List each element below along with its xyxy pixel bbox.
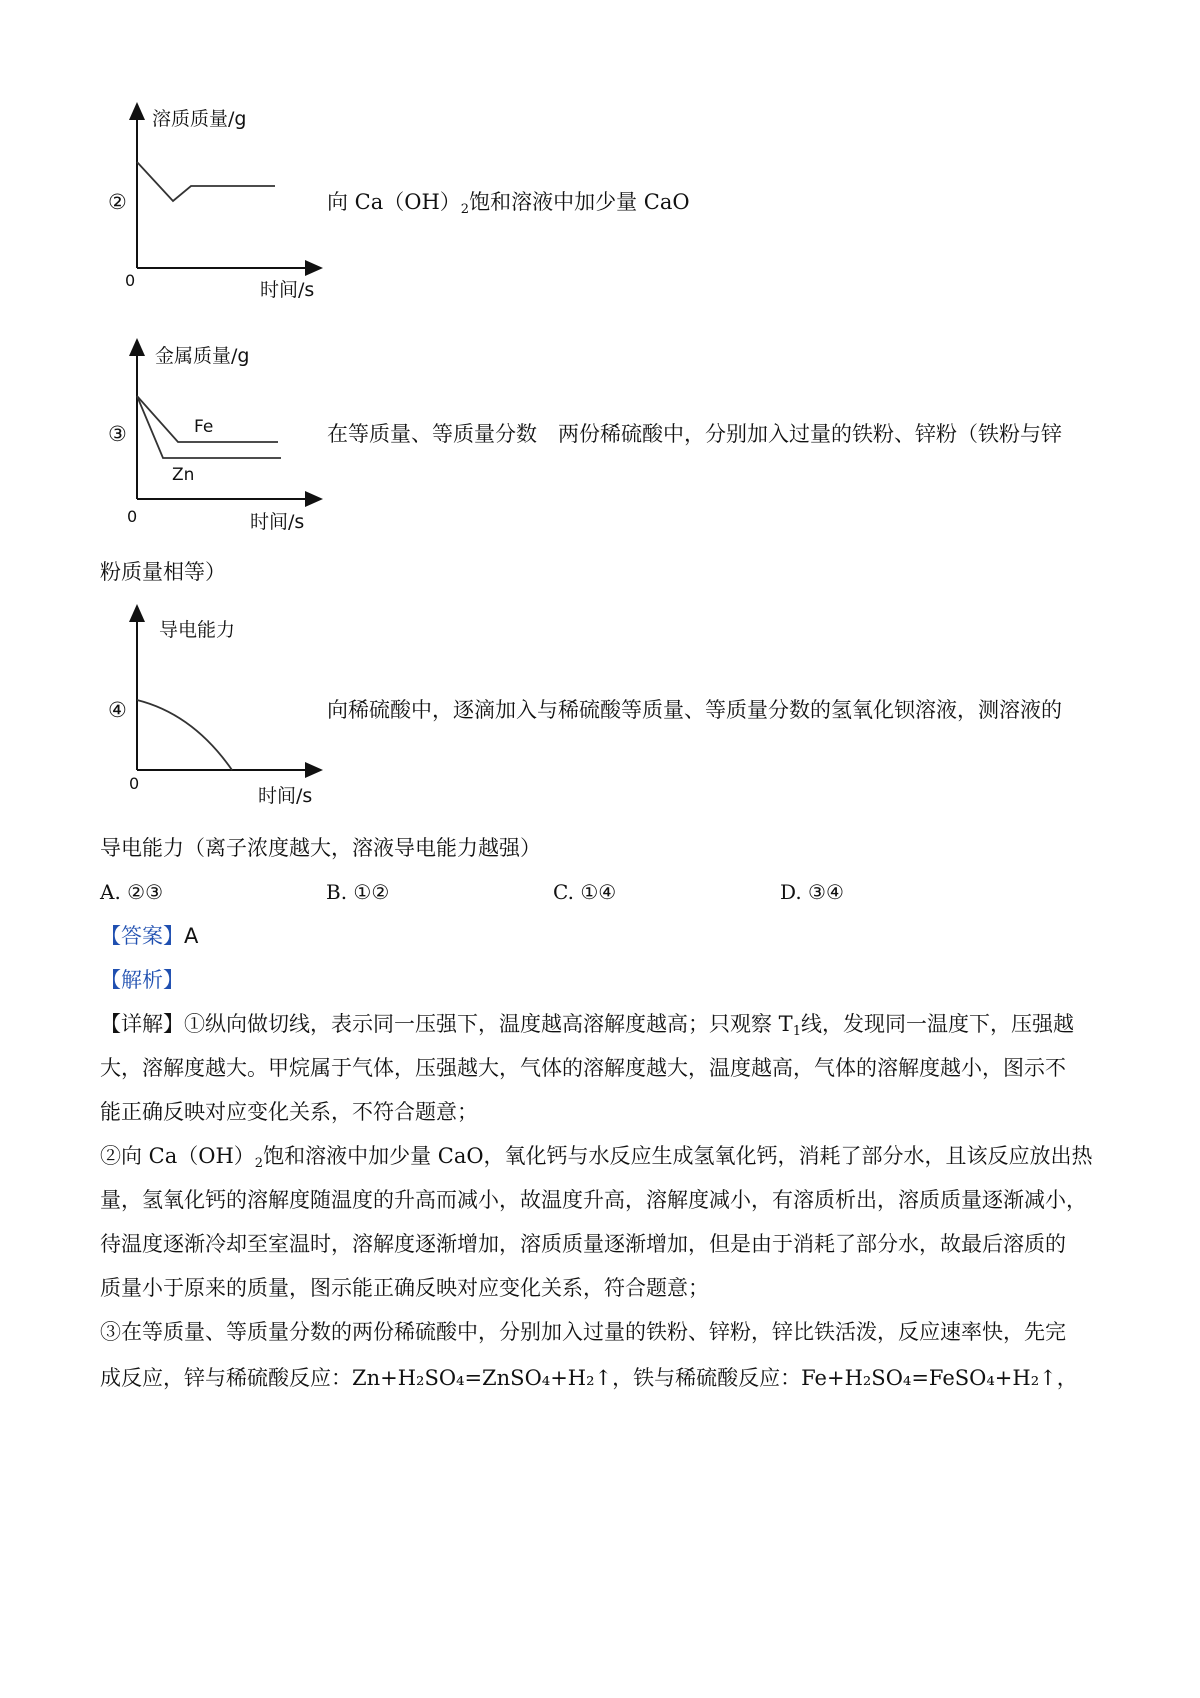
graph-xlabel: 时间/s bbox=[260, 279, 315, 301]
graph-conductivity bbox=[118, 604, 338, 810]
equation-fe: Fe+H₂SO₄=FeSO₄+H₂↑ bbox=[801, 1366, 1057, 1390]
option-b[interactable]: B. ①② bbox=[326, 880, 390, 904]
item-3-description-cont: 粉质量相等） bbox=[100, 560, 226, 584]
detail-p1-line3: 能正确反映对应变化关系，不符合题意； bbox=[100, 1100, 478, 1124]
answer-value: A bbox=[184, 924, 199, 948]
detail-p2-line4: 质量小于原来的质量，图示能正确反映对应变化关系，符合题意； bbox=[100, 1276, 709, 1300]
graph-ylabel: 溶质质量/g bbox=[152, 108, 247, 130]
option-d[interactable]: D. ③④ bbox=[780, 880, 844, 904]
detail-p2-line3: 待温度逐渐冷却至室温时，溶解度逐渐增加，溶质质量逐渐增加，但是由于消耗了部分水，故最后溶质的 bbox=[100, 1232, 1066, 1256]
answer-line bbox=[100, 922, 198, 950]
option-a[interactable]: A. ②③ bbox=[100, 880, 164, 904]
detail-p3-line1: ③在等质量、等质量分数的两份稀硫酸中，分别加入过量的铁粉、锌粉，锌比铁活泼，反应速率快，先完 bbox=[100, 1320, 1066, 1344]
detail-p1-line1: 【详解】①纵向做切线，表示同一压强下，温度越高溶解度越高；只观察 $T_1$线，发现同一温度下，压强越 bbox=[100, 1012, 1074, 1039]
equation-zn: Zn+H₂SO₄=ZnSO₄+H₂↑ bbox=[352, 1366, 613, 1390]
detail-p3-line2: 成反应，锌与稀硫酸反应：Zn+H₂SO₄=ZnSO₄+H₂↑，铁与稀硫酸反应：Fe+H₂SO₄=FeSO₄+H₂↑， bbox=[100, 1366, 1078, 1390]
graph-origin: 0 bbox=[125, 271, 136, 290]
item-4-description-cont: 导电能力（离子浓度越大，溶液导电能力越强） bbox=[100, 836, 541, 860]
analysis-tag: 【解析】 bbox=[100, 968, 184, 992]
graph-origin: 0 bbox=[129, 774, 140, 793]
detail-tag: 【详解】 bbox=[100, 1012, 184, 1036]
solute-curve bbox=[137, 162, 275, 201]
graph-solute-mass bbox=[118, 98, 338, 304]
legend-zn: Zn bbox=[172, 465, 195, 485]
graph-metal-mass bbox=[118, 336, 338, 542]
item-2-description: 向 $Ca(OH)_2$饱和溶液中加少量 CaO bbox=[327, 190, 690, 217]
graph-ylabel: 金属质量/g bbox=[155, 345, 250, 367]
legend-fe: Fe bbox=[194, 417, 214, 437]
item-marker-4: ④ bbox=[108, 698, 127, 722]
item-4-description: 向稀硫酸中，逐滴加入与稀硫酸等质量、等质量分数的氢氧化钡溶液，测溶液的 bbox=[327, 698, 1062, 722]
conductivity-curve bbox=[137, 700, 232, 770]
graph-ylabel: 导电能力 bbox=[159, 619, 236, 641]
graph-origin: 0 bbox=[127, 507, 138, 526]
item-marker-2: ② bbox=[108, 190, 127, 214]
answer-tag: 【答案】 bbox=[100, 924, 184, 948]
option-c[interactable]: C. ①④ bbox=[553, 880, 617, 904]
graph-xlabel: 时间/s bbox=[250, 511, 305, 533]
detail-p1-line2: 大，溶解度越大。甲烷属于气体，压强越大，气体的溶解度越大，温度越高，气体的溶解度越小，图示不 bbox=[100, 1056, 1066, 1080]
item-3-description: 在等质量、等质量分数 两份稀硫酸中，分别加入过量的铁粉、锌粉（铁粉与锌 bbox=[327, 422, 1062, 446]
item-marker-3: ③ bbox=[108, 422, 127, 446]
graph-xlabel: 时间/s bbox=[258, 785, 313, 807]
detail-p2-line2: 量，氢氧化钙的溶解度随温度的升高而减小，故温度升高，溶解度减小，有溶质析出，溶质质量逐渐减小， bbox=[100, 1188, 1087, 1212]
detail-p2-line1: ②向 $Ca(OH)_2$饱和溶液中加少量 CaO，氧化钙与水反应生成氢氧化钙，消耗了部分水，且该反应放出热 bbox=[100, 1144, 1093, 1171]
